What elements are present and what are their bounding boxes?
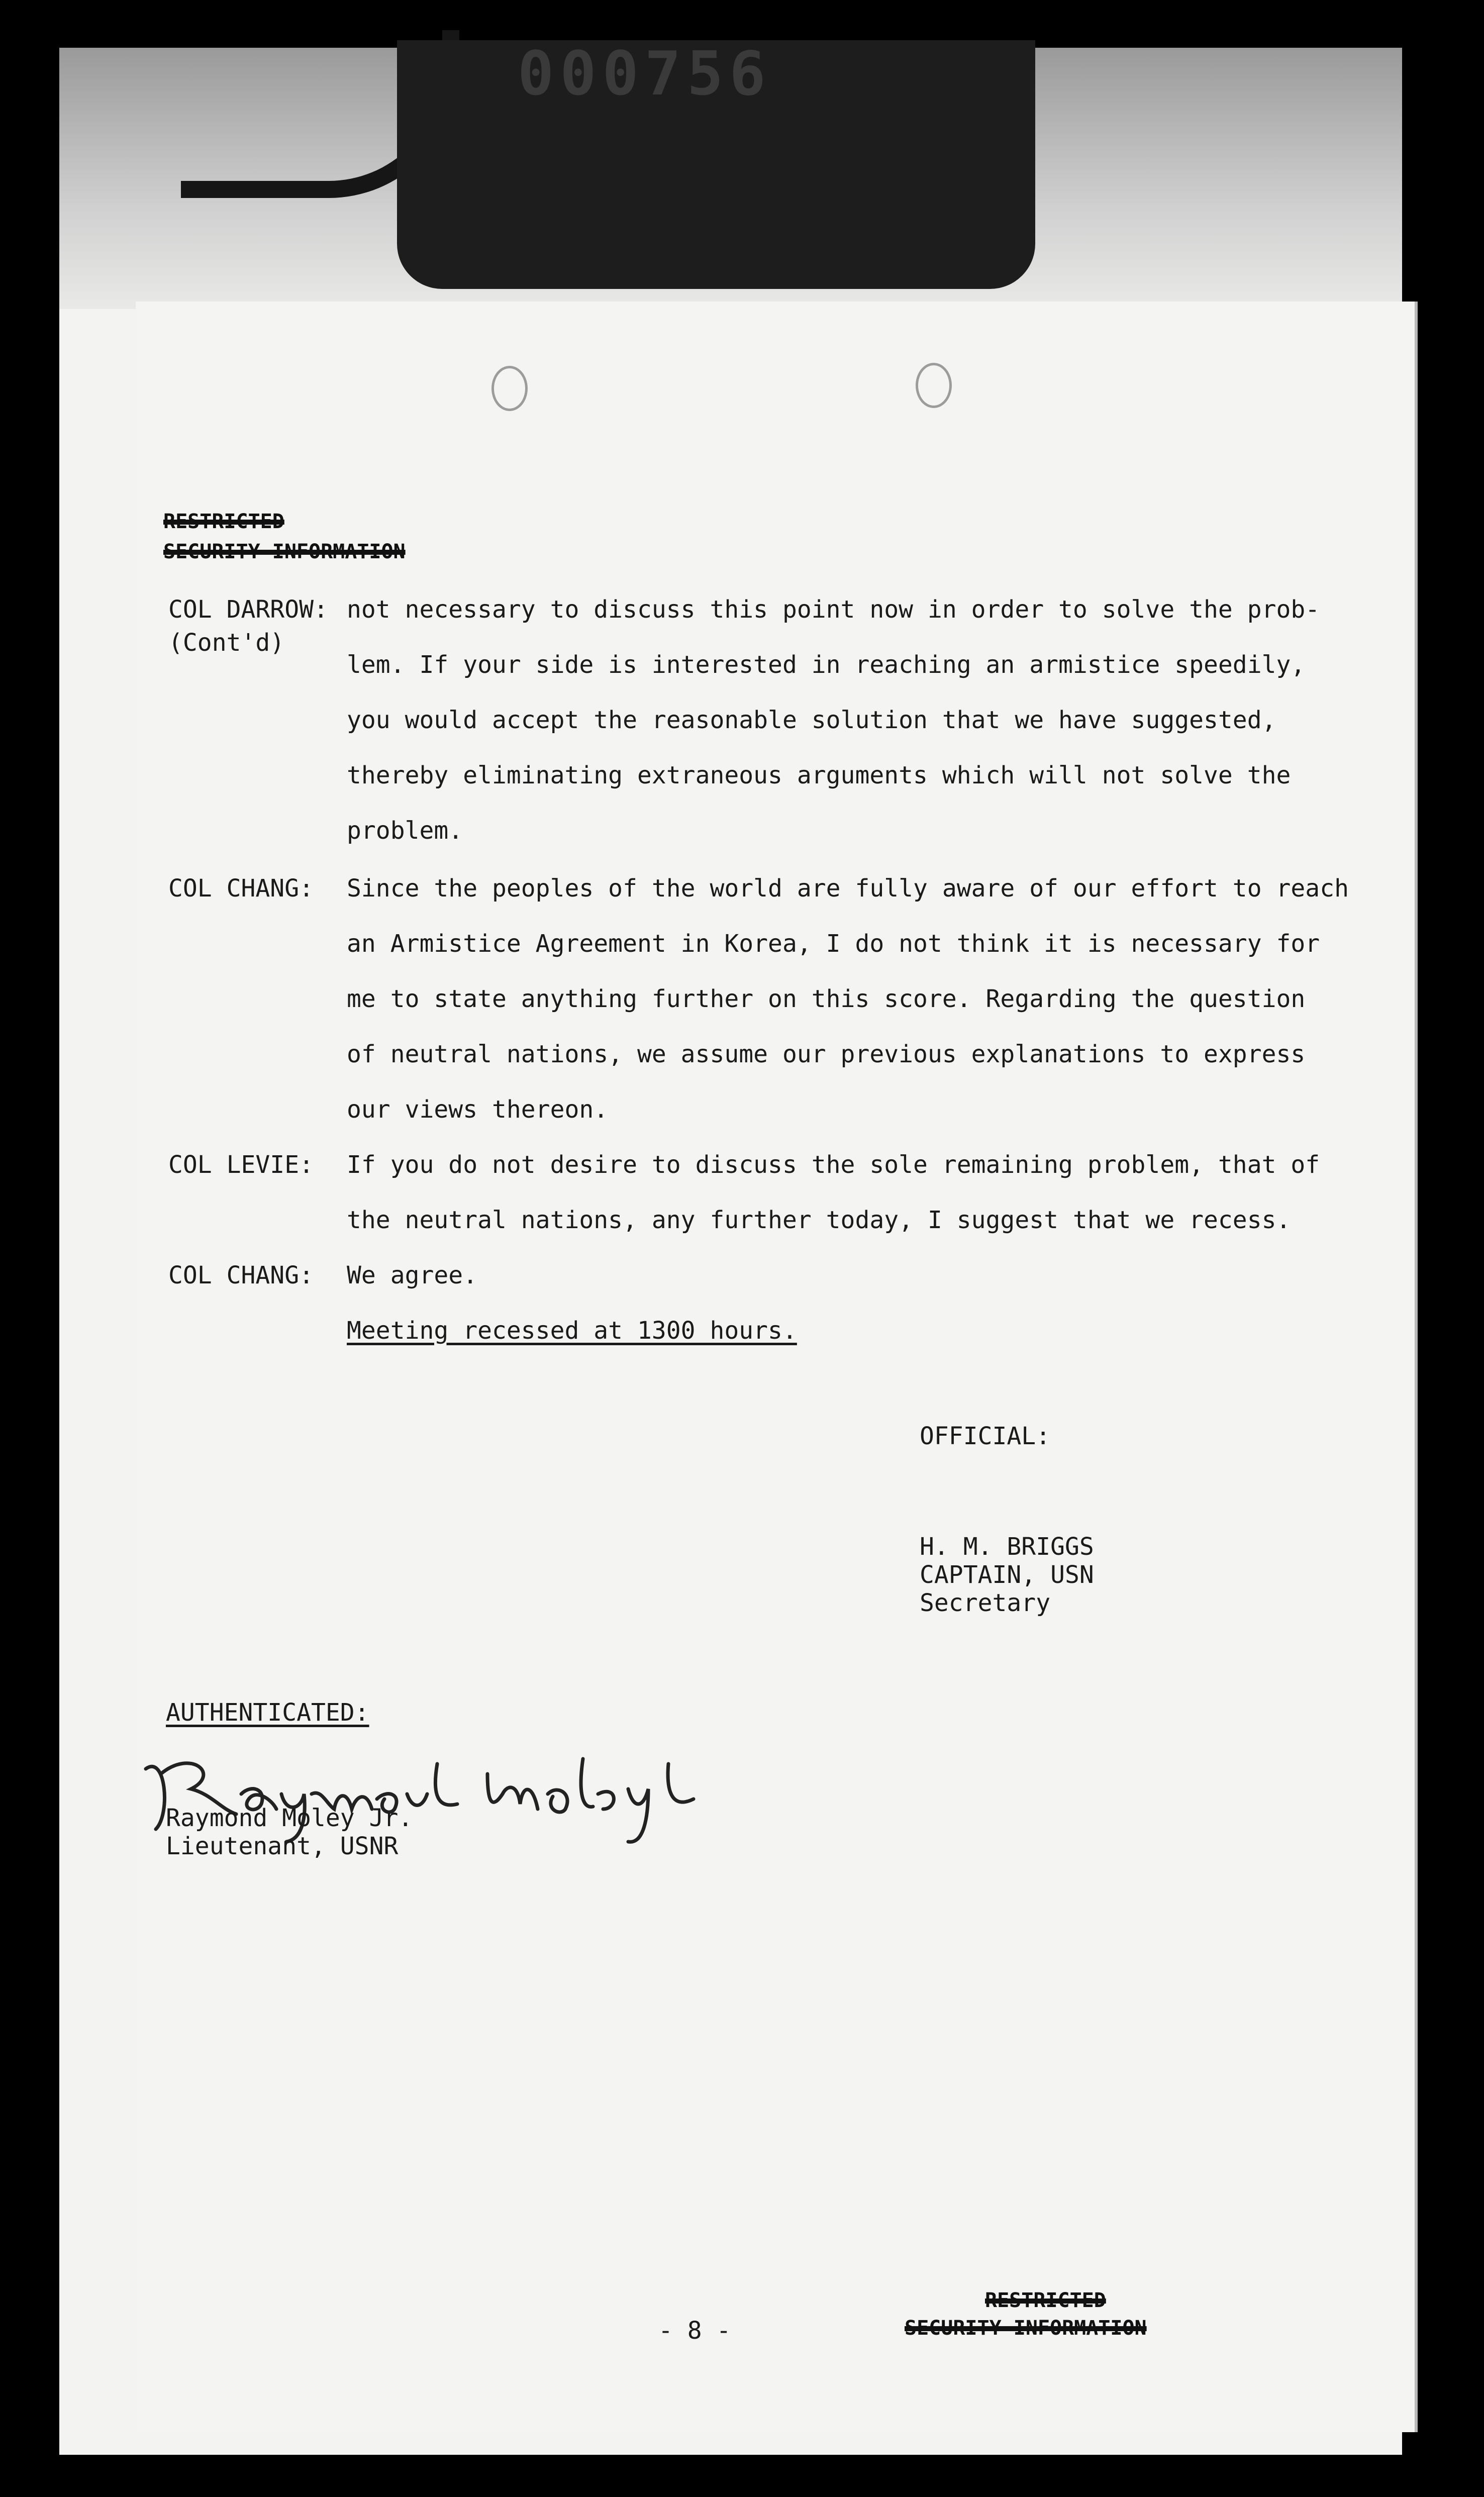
speaker-chang: COL CHANG: xyxy=(168,1261,314,1289)
text-line: you would accept the reasonable solution that we have suggested, xyxy=(347,706,1276,734)
authenticated-label: AUTHENTICATED: xyxy=(166,1699,369,1727)
official-name: H. M. BRIGGS xyxy=(920,1533,1094,1561)
classification-mark-top: RESTRICTED xyxy=(163,510,284,533)
speaker-chang: COL CHANG: xyxy=(168,874,314,903)
classification-mark-bottom: RESTRICTED xyxy=(985,2289,1106,2312)
authenticator-rank: Lieutenant, USNR xyxy=(166,1832,399,1860)
text-line: thereby eliminating extraneous arguments which will not solve the xyxy=(347,761,1291,789)
text-line: lem. If your side is interested in reaching an armistice speedily, xyxy=(347,651,1306,679)
page-number: - 8 - xyxy=(658,2317,731,2345)
punch-hole-right xyxy=(916,363,952,408)
classification-mark-bottom-2: SECURITY INFORMATION xyxy=(905,2317,1147,2340)
text-line: of neutral nations, we assume our previous explanations to express xyxy=(347,1040,1306,1068)
authenticator-name: Raymond Moley Jr. xyxy=(166,1804,413,1832)
official-title: Secretary xyxy=(920,1589,1051,1617)
official-rank: CAPTAIN, USN xyxy=(920,1561,1094,1589)
official-label: OFFICIAL: xyxy=(920,1422,1051,1450)
text-line: not necessary to discuss this point now in order to solve the prob- xyxy=(347,595,1320,624)
text-line: the neutral nations, any further today, I suggest that we recess. xyxy=(347,1206,1291,1234)
frame-number: 000756 xyxy=(518,39,772,109)
speaker-darrow: COL DARROW: xyxy=(168,595,328,624)
text-line: problem. xyxy=(347,817,463,845)
speaker-note: (Cont'd) xyxy=(168,629,285,657)
text-line: our views thereon. xyxy=(347,1095,609,1124)
text-line: Since the peoples of the world are fully aware of our effort to reach xyxy=(347,874,1349,903)
text-line: We agree. xyxy=(347,1261,478,1289)
recess-note: Meeting recessed at 1300 hours. xyxy=(347,1317,797,1345)
speaker-levie: COL LEVIE: xyxy=(168,1151,314,1179)
punch-hole-left xyxy=(491,366,528,411)
text-line: me to state anything further on this score. Regarding the question xyxy=(347,985,1306,1013)
text-line: If you do not desire to discuss the sole remaining problem, that of xyxy=(347,1151,1320,1179)
text-line: an Armistice Agreement in Korea, I do not think it is necessary for xyxy=(347,930,1320,958)
classification-mark-top-2: SECURITY INFORMATION xyxy=(163,540,406,563)
